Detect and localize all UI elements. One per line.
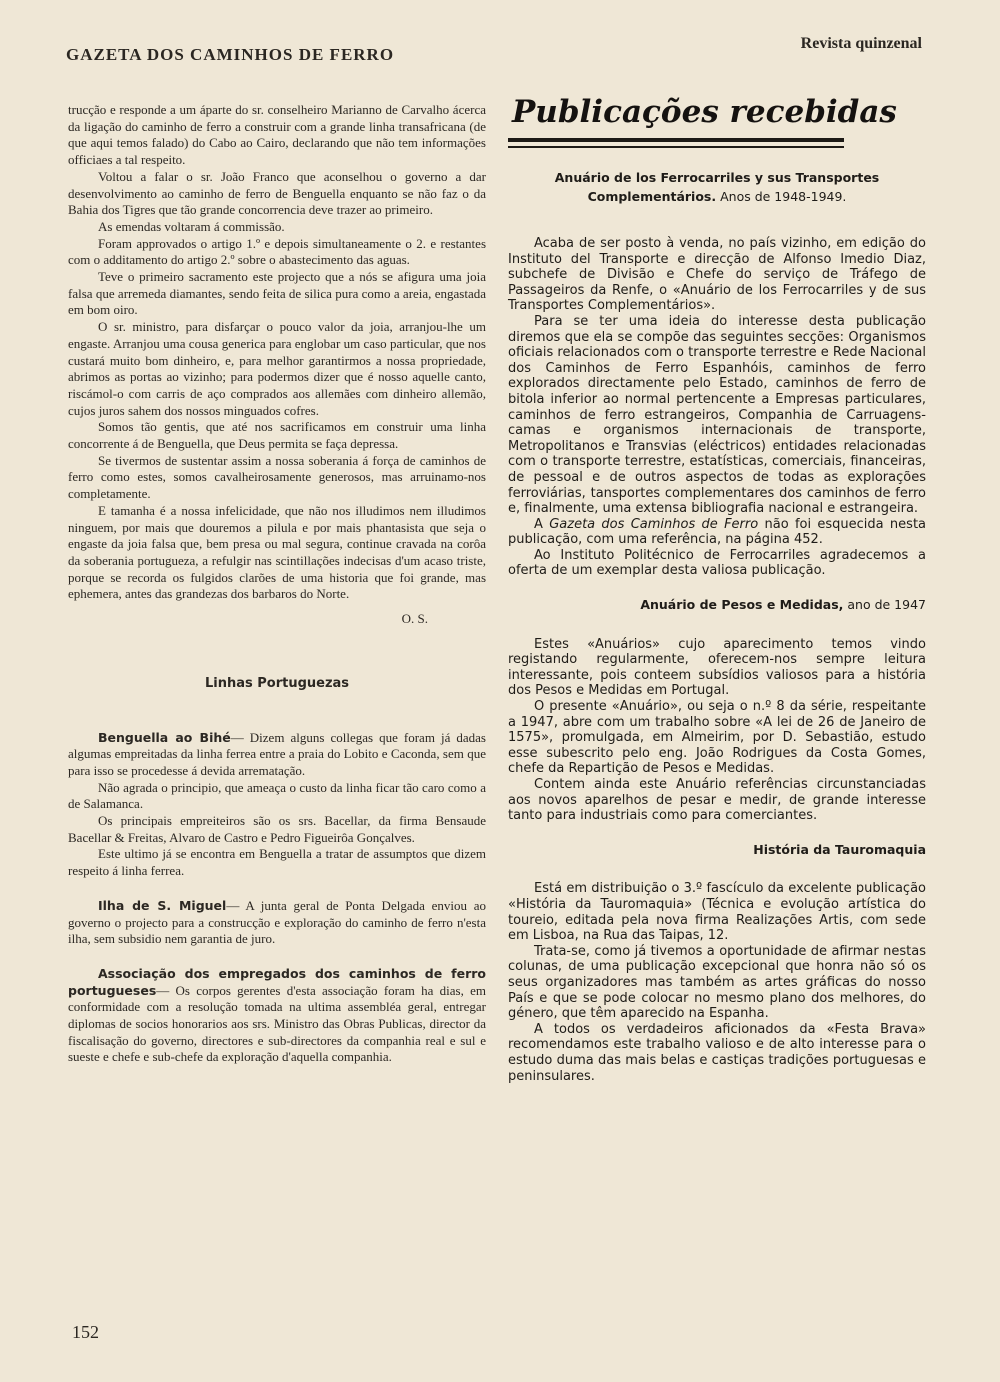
paragraph: O sr. ministro, para disfarçar o pouco valor da joia, arranjou-lhe um engaste. Arranjou uma cousa generica para englobar um caso particular, que nos custará muito bom dinheiro, e, para melhor garantirmos a nossa propriedade, abrimos as portas ao vizinho; para podermos dizer que é nosso aquelle canto, riscámol-o com carris de aço comprados aos allemães com dinheiro allemão, cujos juros sahem dos nossos minguados cofres. xyxy=(68,319,486,418)
paragraph: A Gazeta dos Caminhos de Ferro não foi esquecida nesta publicação, com uma referência, na página 452. xyxy=(508,516,927,548)
paragraph: Ao Instituto Politécnico de Ferrocarriles agradecemos a oferta de um exemplar desta valiosa publicação. xyxy=(508,547,926,579)
masthead: GAZETA DOS CAMINHOS DE FERRO xyxy=(66,45,395,64)
periodicity-label: Revista quinzenal xyxy=(800,35,922,52)
paragraph: Este ultimo já se encontra em Benguella a tratar de assumptos que dizem respeito á linha ferrea. xyxy=(68,846,486,879)
paragraph: O presente «Anuário», ou seja o n.º 8 da série, respeitante a 1947, abre com um trabalho sobre «A lei de 26 de Janeiro de 1575», promulgada, em Almeirim, por D. Sebastião, estudo esse subescrito pelo eng. João Rodrigues da Costa Gomes, chefe da Repartição de Pesos e Medidas. xyxy=(508,699,926,777)
news-text: — Dizem alguns collegas que foram já dadas algumas empreitadas da linha ferrea entre a praia do Lobito e Caconda, sem que para isso se procedesse á devida arrematação. xyxy=(68,729,486,778)
paragraph: Não agrada o principio, que ameaça o custo da linha ficar tão caro como a de Salamanca. xyxy=(68,779,486,812)
news-lead: Associação dos empregados dos caminhos de ferro portugueses xyxy=(68,965,486,998)
publication-heading: História da Tauromaquia xyxy=(753,841,926,857)
right-column xyxy=(508,92,926,1084)
paragraph: As emendas voltaram á commissão. xyxy=(98,218,285,234)
paragraph: E tamanha é a nossa infelicidade, que não nos illudimos nem illudimos ninguem, por mais que douremos a pilula e por mais phantasista que seja o engaste da joia falsa que, bem presa ou mal segura, continue cravada na corôa da soberania portugueza, a refulgir nas scintillações indecisas d'um acaso triste, porque se recorda os fulgidos clarões de uma historia que foi grande, mas ephemera, antes das grandezas dos barbaros do Norte. xyxy=(68,502,486,602)
paragraph: Teve o primeiro sacramento este projecto que a nós se afigura uma joia falsa que arremeda diamantes, sendo feita de silica pura como a areia, engastada em bom oiro. xyxy=(68,269,486,318)
paragraph: Somos tão gentis, que até nos sacrificamos em construir uma linha concorrente á de Benguella, que Deus permita se faça depressa. xyxy=(68,419,486,452)
signature: O. S. xyxy=(401,611,428,627)
news-lead: Benguella ao Bihé xyxy=(98,729,231,745)
news-text: — Os corpos gerentes d'esta associação foram ha dias, em conformidade com a resolução tomada na ultima assembléa geral, entregar diplomas de socios honorarios aos srs. Ministro das Obras Publicas, director da fiscalisação do governo, directores e sub-directores da companhia real e sul e sueste e chefe e sub-chefe da exploração d'aquella companhia. xyxy=(68,982,486,1065)
left-column xyxy=(68,102,486,1066)
paragraph: trucção e responde a um áparte do sr. conselheiro Marianno de Carvalho ácerca da ligação do caminho de ferro a construir com a grande linha transafricana (de que aqui temos falado) do Cabo ao Cairo, declarando que não tem informações officiaes a tal respeito. xyxy=(68,102,486,168)
paragraph: Para se ter uma ideia do interesse desta publicação diremos que ela se compõe das seguintes secções: Organismos oficiais relacionados com o transporte terrestre e Rede Nacional dos Caminhos de Ferro Espanhóis, caminhos de ferro explorados directamente pelo Estado, caminhos de ferro de bitola inferior ao normal pertencente a Empresas particulares, caminhos de ferro estrangeiros, Companhia de Carruagens-camas e organismos internacionais de transporte, Metropolitanos e Transvias (eléctricos) entidades relacionadas com o transporte terrestre, estatísticas, comerciais, financeiras, de pessoal e de outros aspectos de todas as explorações ferroviárias, tansportes complementares dos caminhos de ferro e, finalmente, uma extensa bibliografia nacional e estrangeira. xyxy=(508,313,926,517)
paragraph: Está em distribuição o 3.º fascículo da excelente publicação «História da Tauromaquia» (Técnica e evolução artística do toureio, editada pela nova firma Realizações Artis, com sede em Lisboa, na Rua das Taipas, 12. xyxy=(508,881,926,944)
paragraph: Os principais empreiteiros são os srs. Bacellar, da firma Bensaude Bacellar & Freitas, Alvaro de Castro e Pedro Figueirôa Gonçalves. xyxy=(68,813,486,845)
paragraph: Se tivermos de sustentar assim a nossa soberania á força de caminhos de ferro como estes, somos cavalheirosamente generosos, mas arruinamo-nos completamente. xyxy=(68,452,486,502)
news-text: — A junta geral de Ponta Delgada enviou ao governo o projecto para a construcção e exploração do caminho de ferro n'esta ilha, sem subsidio nem garantia de juro. xyxy=(68,897,486,947)
paragraph: Estes «Anuários» cujo aparecimento temos vindo registando regularmente, oferecem-nos sempre leitura interessante, pois conteem subsídios valiosos para a história dos Pesos e Medidas em Portugal. xyxy=(508,636,926,699)
publication-heading: Anuário de Pesos e Medidas, ano de 1947 xyxy=(640,597,926,613)
paragraph: Voltou a falar o sr. João Franco que aconselhou o governo a dar desenvolvimento ao caminho de ferro de Benguella enquanto se não faz o da Bahia dos Tigres que tão grande concorrencia deve trazer ao primeiro. xyxy=(68,168,486,218)
title-rule xyxy=(508,138,844,142)
publication-heading: Anuário de los Ferrocarriles y sus Transportes Complementários. Anos de 1948-1949. xyxy=(554,170,880,204)
paragraph: Acaba de ser posto à venda, no país vizinho, em edição do Instituto del Transporte e direcção de Alfonso Imedio Diaz, subchefe de Divisão e Chefe do serviço de Tráfego de Passageiros da Renfe, o «Anuário de los Ferrocarriles y de sus Transportes Complementários». xyxy=(508,236,926,314)
section-subtitle: Linhas Portuguezas xyxy=(204,675,350,691)
title-rule xyxy=(508,146,844,148)
paragraph: Contem ainda este Anuário referências circunstanciadas aos novos aparelhos de pesar e medir, de grande interesse tanto para industriais como para comerciantes. xyxy=(508,777,926,824)
section-title: Publicações recebidas xyxy=(512,94,897,130)
paragraph: Foram approvados o artigo 1.º e depois simultaneamente o 2. e restantes com o additamento do artigo 2.º sobre o abastecimento das aguas. xyxy=(68,235,486,268)
paragraph: A todos os verdadeiros aficionados da «Festa Brava» recomendamos este trabalho valioso e de alto interesse para o estudo duma das mais belas e castiças tradições portuguesas e peninsulares. xyxy=(508,1021,926,1084)
news-lead: Ilha de S. Miguel xyxy=(98,897,227,913)
paragraph: Trata-se, como já tivemos a oportunidade de afirmar nestas colunas, de uma publicação excepcional que honra não só os seus organizadores mas também as artes gráficas do nosso País e que se pode colocar no mesmo plano dos melhores, do género, que têm aparecido na Espanha. xyxy=(508,943,926,1022)
page-number: 152 xyxy=(72,1322,99,1342)
